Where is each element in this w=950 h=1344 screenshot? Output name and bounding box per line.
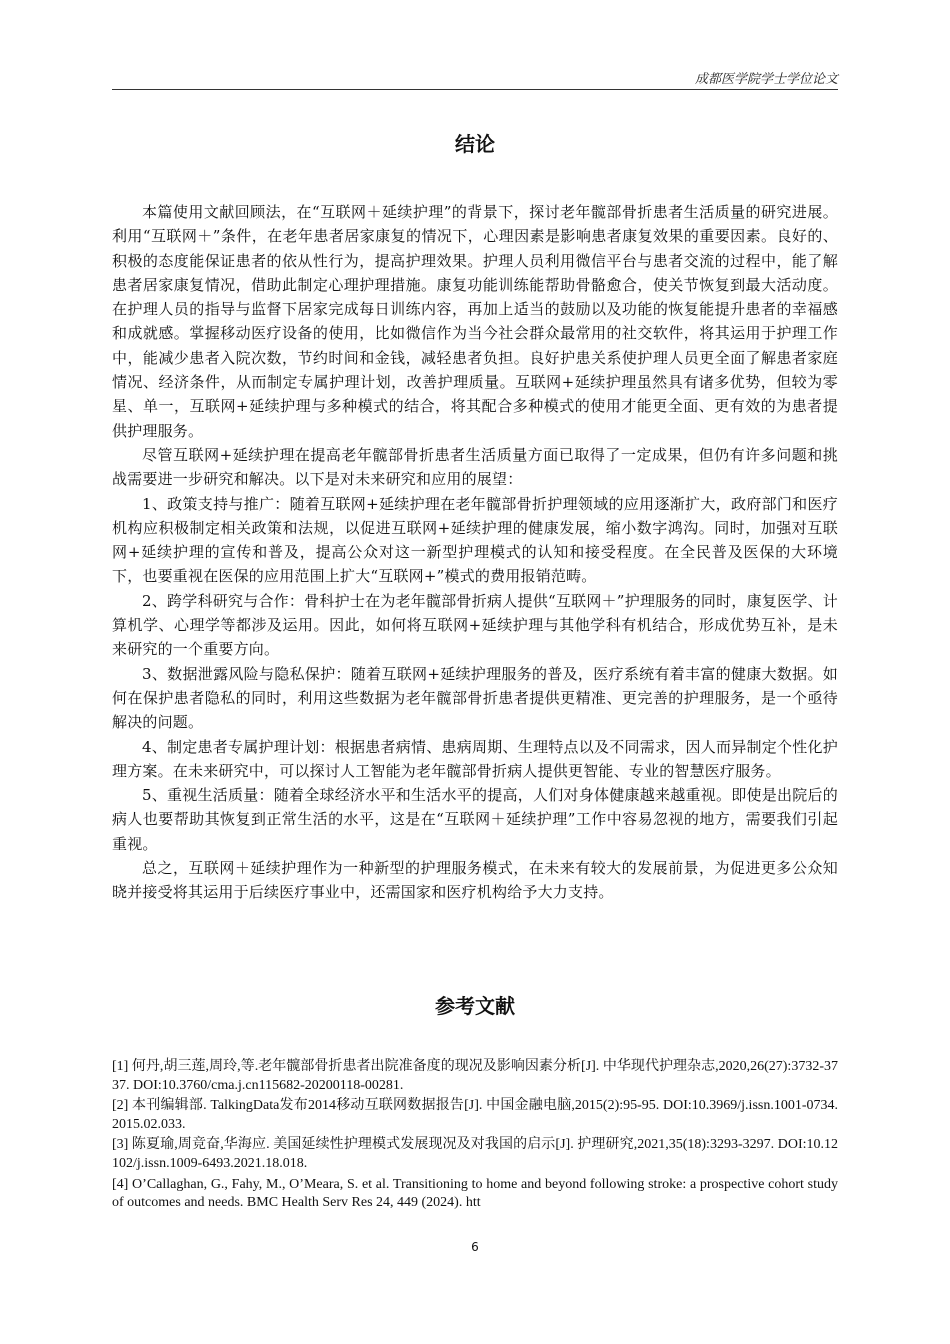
paragraph: 1、政策支持与推广：随着互联网+延续护理在老年髋部骨折护理领域的应用逐渐扩大，政府部门和医疗机构应积极制定相关政策和法规，以促进互联网+延续护理的健康发展，缩小数字鸿沟。同时，加强对互联网+延续护理的宣传和普及，提高公众对这一新型护理模式的认知和接受程度。在全民普及医保的大环境下，也要重视在医保的应用范围上扩大“互联网+”模式的费用报销范畴。 <box>112 494 838 586</box>
conclusion-title: 结论 <box>455 132 495 156</box>
paragraph: 本篇使用文献回顾法，在“互联网＋延续护理”的背景下，探讨老年髋部骨折患者生活质量的研究进展。利用“互联网＋”条件，在老年患者居家康复的情况下，心理因素是影响患者康复效果的重要因素。良好的、积极的态度能保证患者的依从性行为，提高护理效果。护理人员利用微信平台与患者交流的过程中，能了解患者居家康复情况，借助此制定心理护理措施。康复功能训练能帮助骨骼愈合，使关节恢复到最大活动度。在护理人员的指导与监督下居家完成每日训练内容，再加上适当的鼓励以及功能的恢复能提升患者的幸福感和成就感。掌握移动医疗设备的使用，比如微信作为当今社会群众最常用的社交软件，将其运用于护理工作中，能减少患者入院次数，节约时间和金钱，减轻患者负担。良好护患关系使护理人员更全面了解患者家庭情况、经济条件，从而制定专属护理计划，改善护理质量。互联网+延续护理虽然具有诸多优势，但较为零星、单一，互联网+延续护理与多种模式的结合，将其配合多种模式的使用才能更全面、更有效的为患者提供护理服务。 <box>112 203 838 440</box>
reference-item: [3] 陈夏瑜,周竞奋,华海应. 美国延续性护理模式发展现况及对我国的启示[J]. 护理研究,2021,35(18):3293-3297. DOI:10.12102/j.issn.1009-6493.2021.18.018. <box>112 1137 838 1171</box>
reference-item: [2] 本刊编辑部. TalkingData发布2014移动互联网数据报告[J]. 中国金融电脑,2015(2):95-95. DOI:10.3969/j.issn.1001-0734.2015.02.033. <box>112 1098 838 1132</box>
reference-list <box>112 1058 838 1215</box>
paragraph: 5、重视生活质量：随着全球经济水平和生活水平的提高，人们对身体健康越来越重视。即使是出院后的病人也要帮助其恢复到正常生活的水平，这是在“互联网＋延续护理”工作中容易忽视的地方，需要我们引起重视。 <box>112 786 838 853</box>
reference-item: [1] 何丹,胡三莲,周玲,等.老年髋部骨折患者出院准备度的现况及影响因素分析[J]. 中华现代护理杂志,2020,26(27):3732-3737. DOI:10.3760/cma.j.cn115682-20200118-00281. <box>112 1059 838 1093</box>
paragraph: 总之，互联网＋延续护理作为一种新型的护理服务模式，在未来有较大的发展前景，为促进更多公众知晓并接受将其运用于后续医疗事业中，还需国家和医疗机构给予大力支持。 <box>112 859 838 902</box>
page-number: 6 <box>471 1240 479 1254</box>
references-title: 参考文献 <box>435 994 515 1018</box>
paragraph: 2、跨学科研究与合作：骨科护士在为老年髋部骨折病人提供“互联网＋”护理服务的同时，康复医学、计算机学、心理学等都涉及运用。因此，如何将互联网+延续护理与其他学科有机结合，形成优势互补，是未来研究的一个重要方向。 <box>112 591 838 659</box>
reference-item: [4] O’Callaghan, G., Fahy, M., O’Meara, S. et al. Transitioning to home and beyond following stroke: a prospective cohort study of outcomes and needs. BMC Health Serv Res 24, 449 (2024). htt <box>112 1176 838 1211</box>
paragraph: 3、数据泄露风险与隐私保护：随着互联网+延续护理服务的普及，医疗系统有着丰富的健康大数据。如何在保护患者隐私的同时，利用这些数据为老年髋部骨折患者提供更精准、更完善的护理服务，是一个亟待解决的问题。 <box>112 664 838 732</box>
paragraph: 4、制定患者专属护理计划：根据患者病情、患病周期、生理特点以及不同需求，因人而异制定个性化护理方案。在未来研究中，可以探讨人工智能为老年髋部骨折病人提供更智能、专业的智慧医疗服务。 <box>112 737 838 780</box>
header-rule <box>112 89 838 90</box>
paragraph: 尽管互联网+延续护理在提高老年髋部骨折患者生活质量方面已取得了一定成果，但仍有许多问题和挑战需要进一步研究和解决。以下是对未来研究和应用的展望： <box>112 445 838 489</box>
running-header: 成都医学院学士学位论文 <box>694 72 838 87</box>
conclusion-body <box>112 200 838 905</box>
